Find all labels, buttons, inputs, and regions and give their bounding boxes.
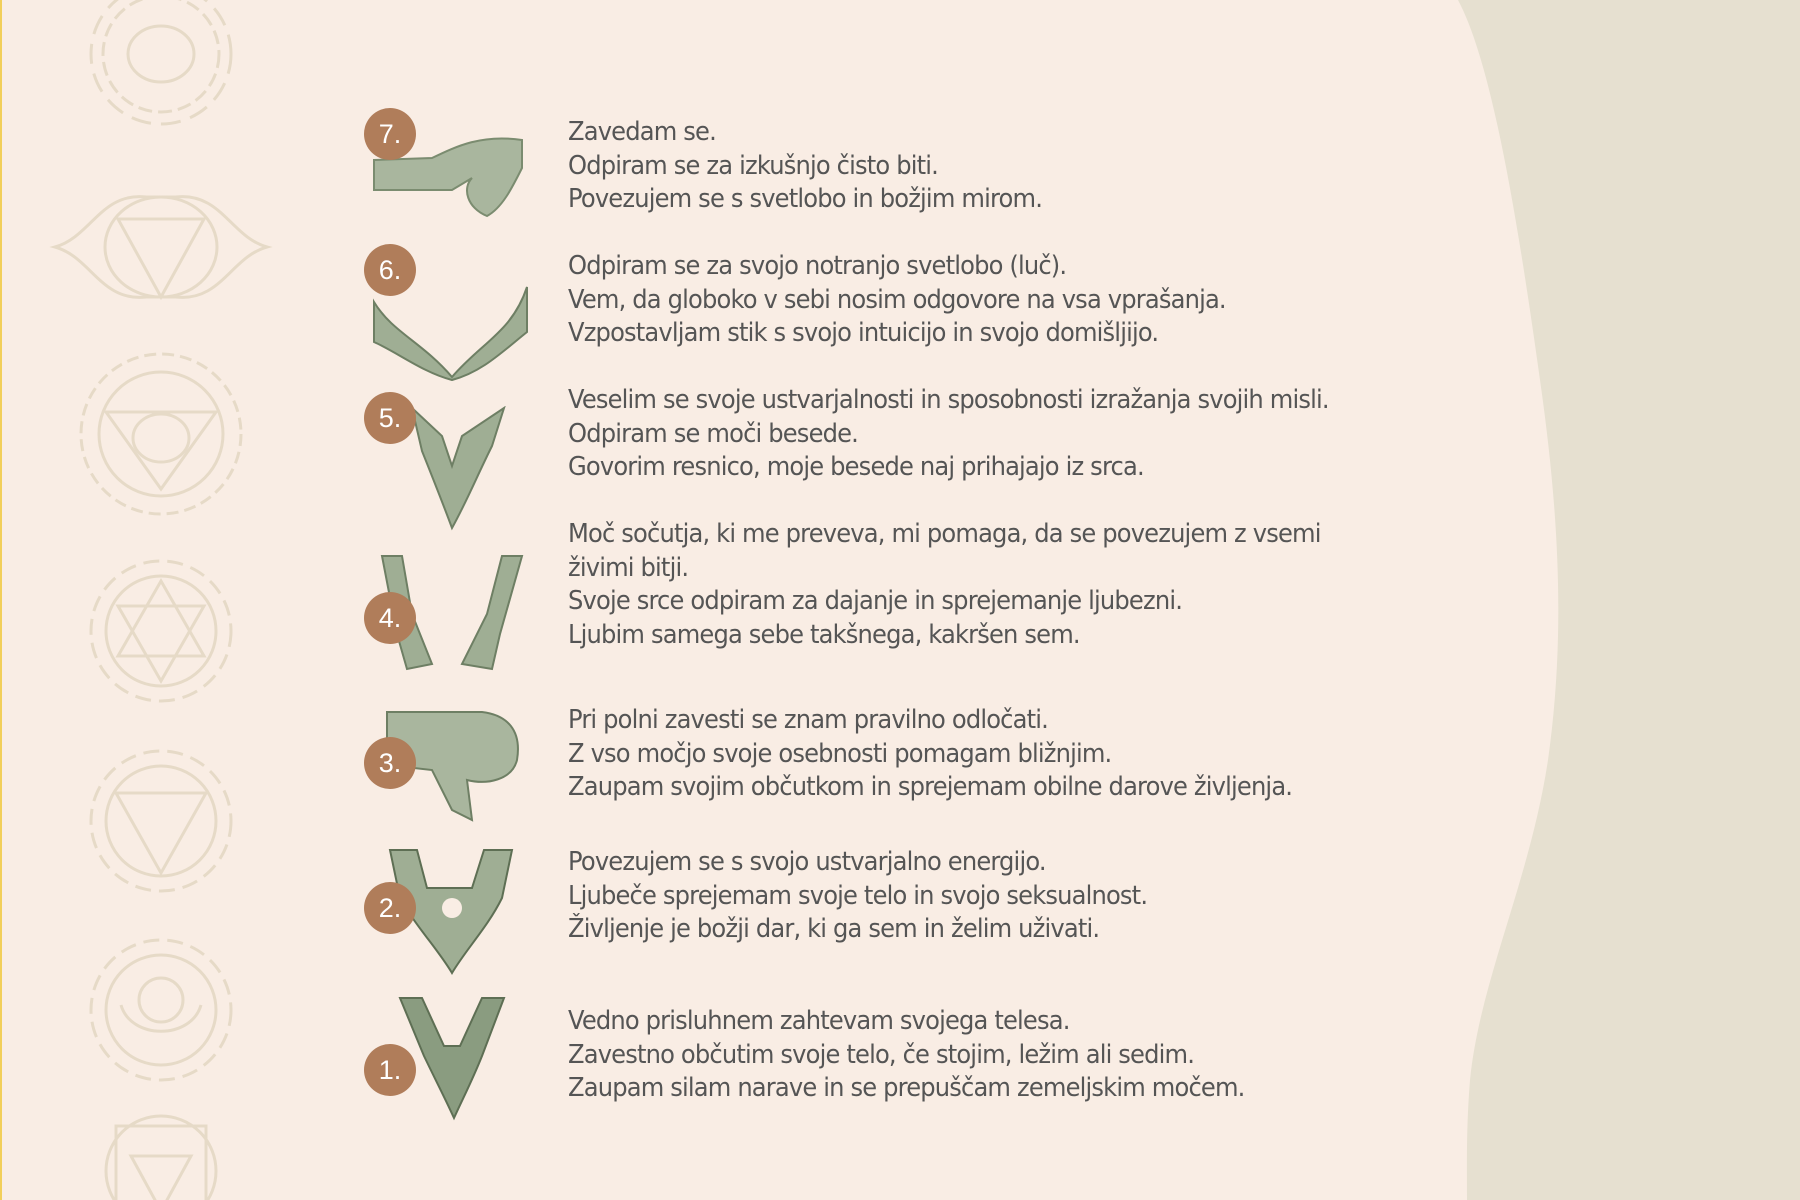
affirmation-line: Z vso močjo svoje osebnosti pomagam bližnjim. <box>568 738 1112 769</box>
number-badge: 1. <box>364 1044 416 1096</box>
side-panel <box>1458 0 1800 1200</box>
affirmation-line: Zavestno občutim svoje telo, če stojim, ležim ali sedim. <box>568 1039 1195 1070</box>
affirmation-line: Zaupam silam narave in se prepuščam zemeljskim močem. <box>568 1073 1245 1103</box>
crown-chakra-icon <box>91 0 231 124</box>
heart-chakra-icon <box>91 561 231 701</box>
affirmation-line: Moč sočutja, ki me preveva, mi pomaga, da se povezujem z vsemi <box>568 519 1321 549</box>
hand-mudra-icon <box>372 282 532 382</box>
sacral-chakra-icon <box>91 940 231 1080</box>
third-eye-chakra-icon <box>55 197 267 298</box>
solar-plexus-chakra-icon <box>91 751 231 891</box>
throat-chakra-icon <box>81 354 241 514</box>
affirmation-line: Odpiram se moči besede. <box>568 418 859 449</box>
affirmation-line: Pri polni zavesti se znam pravilno odločati. <box>568 705 1048 735</box>
affirmation-line: živimi bitji. <box>568 552 689 583</box>
affirmation-line: Vem, da globoko v sebi nosim odgovore na vsa vprašanja. <box>568 284 1226 315</box>
number-badge: 6. <box>364 244 416 296</box>
affirmation-line: Svoje srce odpiram za dajanje in sprejemanje ljubezni. <box>568 586 1183 616</box>
number-badge: 7. <box>364 108 416 160</box>
affirmation-line: Vzpostavljam stik s svojo intuicijo in svojo domišljijo. <box>568 318 1159 348</box>
affirmation-line: Zaupam svojim občutkom in sprejemam obilne darove življenja. <box>568 772 1293 802</box>
number-badge: 3. <box>364 737 416 789</box>
affirmation-line: Povezujem se s svetlobo in božjim mirom. <box>568 184 1043 214</box>
affirmation-line: Odpiram se za izkušnjo čisto biti. <box>568 150 938 181</box>
affirmation-line: Veselim se svoje ustvarjalnosti in sposobnosti izražanja svojih misli. <box>568 385 1329 415</box>
affirmation-line: Govorim resnico, moje besede naj prihajajo iz srca. <box>568 452 1144 482</box>
affirmation-line: Povezujem se s svojo ustvarjalno energijo. <box>568 847 1046 877</box>
affirmation-line: Ljubeče sprejemam svoje telo in svojo seksualnost. <box>568 880 1148 911</box>
number-badge: 5. <box>364 392 416 444</box>
root-chakra-icon <box>106 1116 216 1200</box>
affirmation-line: Ljubim samega sebe takšnega, kakršen sem. <box>568 619 1080 650</box>
affirmation-line: Vedno prisluhnem zahtevam svojega telesa. <box>568 1006 1070 1036</box>
number-badge: 4. <box>364 592 416 644</box>
affirmation-line: Zavedam se. <box>568 117 716 147</box>
affirmation-line: Življenje je božji dar, ki ga sem in želim uživati. <box>568 914 1100 944</box>
affirmation-line: Odpiram se za svojo notranjo svetlobo (luč). <box>568 251 1067 281</box>
left-border <box>0 0 2 1200</box>
number-badge: 2. <box>364 882 416 934</box>
